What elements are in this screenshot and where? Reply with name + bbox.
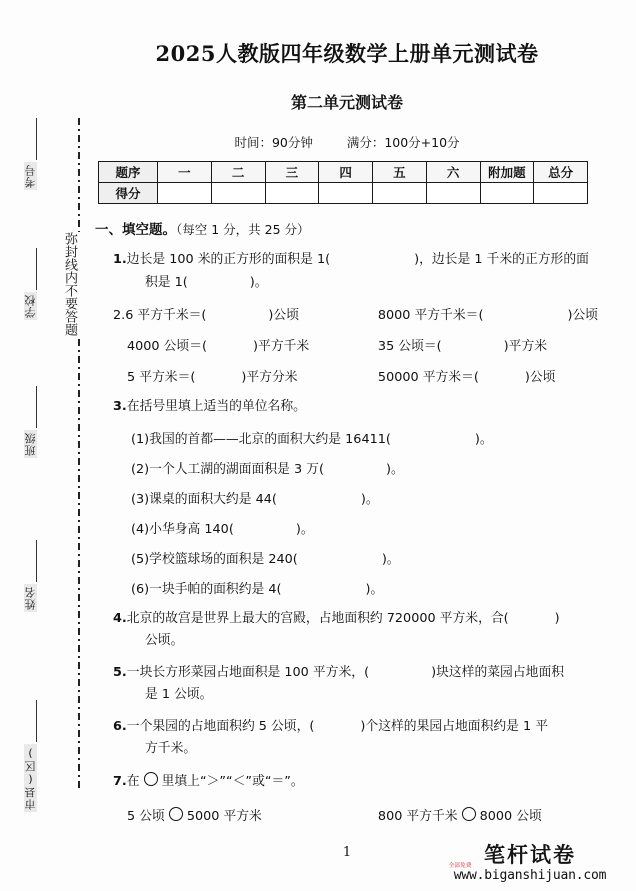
question-5-text-b: )块这样的菜园占地面积 — [431, 664, 565, 680]
section-1-points: （每空 1 分，共 25 分） — [176, 222, 310, 237]
question-2-right-2 — [378, 335, 615, 354]
question-3-item-1 — [131, 428, 615, 447]
seal-label-city-district: 市县(区) — [24, 746, 37, 810]
score-table — [98, 161, 588, 204]
question-6 — [113, 718, 615, 759]
question-2-row-2 — [113, 335, 615, 354]
time-label: 时间：90分钟 — [234, 135, 313, 150]
score-table-col-2: 二 — [211, 162, 265, 183]
question-7-compare-1 — [113, 805, 378, 824]
question-7-stem-a: 在 — [126, 773, 140, 789]
score-cell-1[interactable] — [158, 183, 212, 204]
question-2-row-3 — [113, 366, 615, 385]
question-2-left-2 — [113, 335, 378, 354]
question-3-item-5-text: 学校篮球场的面积是 240( — [149, 551, 298, 567]
question-1-line2-end: )。 — [249, 274, 268, 290]
score-table-col-3: 三 — [265, 162, 319, 183]
question-1-text-b: )，边长是 1 千米的正方形的面 — [414, 252, 589, 267]
question-2-right-text-3: 50000 平方米＝( — [377, 370, 479, 386]
question-2-number: 2. — [113, 308, 126, 324]
question-2-left-unit-3: )平方分米 — [241, 370, 298, 386]
question-3-item-4-label: (4) — [131, 521, 150, 537]
question-7 — [113, 772, 615, 792]
question-2-row-1 — [113, 304, 615, 323]
question-1 — [113, 251, 615, 292]
page-subtitle: 第二单元测试卷 — [290, 93, 403, 112]
question-4-line-1: 北京的故宫是世界上最大的宫殿，占地面积约 720000 平方米，合( — [126, 610, 509, 626]
question-3-item-3-label: (3) — [131, 491, 150, 507]
question-3-item-5-label: (5) — [131, 551, 150, 567]
question-1-number: 1. — [113, 252, 127, 267]
question-2-right-unit-3: )公顷 — [524, 370, 556, 386]
table-row — [99, 183, 588, 204]
question-3-item-4 — [131, 518, 615, 537]
question-3-item-2-text: 一个人工湖的湖面面积是 3 万( — [149, 461, 324, 477]
question-6-text-a: 一个果园的占地面积约 5 公顷，( — [126, 718, 315, 734]
question-6-number: 6. — [113, 718, 127, 734]
question-2-left-3 — [113, 366, 378, 385]
question-7-compare-2-right: 8000 公顷 — [479, 809, 542, 825]
watermark-stamp: 全部免费 — [448, 862, 472, 869]
question-2-left-1 — [113, 304, 378, 323]
question-2-right-unit-2: )平方米 — [503, 339, 548, 355]
exam-meta — [79, 133, 615, 151]
question-2-right-text-2: 35 公顷＝( — [377, 339, 442, 355]
question-3-item-6-label: (6) — [131, 581, 150, 597]
content-column — [95, 0, 615, 891]
question-2-right-unit-1: )公顷 — [567, 308, 599, 324]
circle-icon[interactable] — [144, 772, 158, 786]
question-2-right-3 — [378, 366, 615, 385]
section-1-title: 一、填空题。 — [95, 222, 176, 238]
question-3-item-1-label: (1) — [131, 431, 150, 447]
seal-label-class: 班级 — [24, 432, 37, 456]
question-7-stem-b: 里填上“＞”“＜”或“＝”。 — [161, 773, 304, 789]
question-3-item-2-end: )。 — [385, 461, 404, 477]
question-6-text-b: )个这样的果园占地面积约是 1 平 — [360, 718, 549, 734]
question-3-item-6-end: )。 — [365, 581, 384, 597]
question-3-number: 3. — [113, 399, 127, 415]
total-score-label: 满分：100分+10分 — [346, 135, 460, 150]
score-table-row-header-2: 得分 — [99, 183, 158, 204]
question-1-text-a: 边长是 100 米的正方形的面积是 1( — [126, 252, 331, 267]
score-cell-bonus[interactable] — [480, 183, 534, 204]
score-cell-3[interactable] — [265, 183, 319, 204]
page-number: 1 — [342, 845, 352, 860]
seal-rule-2 — [36, 248, 37, 290]
score-cell-4[interactable] — [319, 183, 373, 204]
question-3-item-5 — [131, 548, 615, 567]
question-7-compare-2-left: 800 平方千米 — [377, 809, 458, 825]
page-title: 2025人教版四年级数学上册单元测试卷 — [155, 41, 539, 66]
question-3-item-6 — [131, 578, 615, 597]
question-7-number: 7. — [113, 773, 127, 789]
question-1-line2-text: 积是 1( — [145, 274, 188, 290]
question-7-compare-1-right: 5000 平方米 — [186, 809, 262, 825]
question-2-left-text-3: 5 平方米＝( — [127, 370, 196, 386]
score-table-col-4: 四 — [319, 162, 373, 183]
question-4 — [113, 610, 615, 651]
score-cell-total[interactable] — [534, 183, 588, 204]
watermark-brand: 笔杆试卷 — [484, 842, 576, 867]
question-7-compare-2 — [378, 805, 615, 824]
question-4-number: 4. — [113, 610, 127, 626]
watermark-url: www.biganshijuan.com — [453, 868, 607, 883]
question-3-item-6-text: 一块手帕的面积约是 4( — [149, 581, 282, 597]
score-table-col-total: 总分 — [534, 162, 588, 183]
question-2-right-1 — [378, 304, 615, 323]
question-4-paren-close: ) — [554, 610, 560, 626]
question-3-item-2-label: (2) — [131, 461, 150, 477]
score-cell-2[interactable] — [211, 183, 265, 204]
question-3-item-1-end: )。 — [474, 431, 493, 447]
question-5-line-2: 是 1 公顷。 — [145, 687, 213, 703]
circle-icon[interactable] — [462, 807, 476, 821]
question-5-number: 5. — [113, 664, 127, 680]
question-2-left-text-2: 4000 公顷＝( — [127, 339, 208, 355]
score-table-col-bonus: 附加题 — [480, 162, 534, 183]
question-7-compare-row — [113, 805, 615, 824]
question-3-item-4-end: )。 — [295, 521, 314, 537]
question-3 — [113, 398, 615, 417]
question-5 — [113, 664, 615, 705]
question-2-left-text-1: 6 平方千米＝( — [125, 308, 207, 324]
seal-label-school: 学校 — [24, 294, 37, 318]
score-cell-6[interactable] — [426, 183, 480, 204]
score-table-col-1: 一 — [158, 162, 212, 183]
score-table-col-6: 六 — [426, 162, 480, 183]
question-2-right-text-1: 8000 平方千米＝( — [377, 308, 484, 324]
question-3-item-3 — [131, 488, 615, 507]
seal-label-exam-number: 考号 — [24, 164, 37, 188]
section-1-heading — [95, 218, 615, 238]
question-4-line-2: 公顷。 — [145, 633, 184, 649]
seal-warning-text: 弥封线内不要答题 — [70, 232, 88, 336]
question-3-item-5-end: )。 — [381, 551, 400, 567]
seal-dashed-line — [78, 118, 80, 791]
seal-rule-5 — [36, 700, 37, 742]
question-3-item-4-text: 小华身高 140( — [149, 521, 234, 537]
seal-rule-1 — [36, 118, 37, 160]
question-3-item-3-text: 课桌的面积大约是 44( — [149, 491, 277, 507]
question-2-left-unit-2: )平方千米 — [253, 339, 310, 355]
seal-label-name: 姓名 — [24, 586, 37, 610]
score-table-row-header-1: 题序 — [99, 162, 158, 183]
question-5-text-a: 一块长方形菜园占地面积是 100 平方米，( — [126, 664, 370, 680]
score-table-col-5: 五 — [373, 162, 427, 183]
seal-rule-4 — [36, 540, 37, 582]
question-3-item-3-end: )。 — [360, 491, 379, 507]
watermark — [440, 844, 620, 883]
seal-rule-3 — [36, 386, 37, 428]
question-6-line-2: 方千米。 — [145, 741, 197, 757]
question-1-line-2 — [145, 274, 615, 293]
question-7-compare-1-left: 5 公顷 — [127, 809, 165, 825]
circle-icon[interactable] — [169, 807, 183, 821]
question-3-stem: 在括号里填上适当的单位名称。 — [126, 399, 306, 415]
question-3-item-2 — [131, 458, 615, 477]
table-row — [99, 162, 588, 183]
question-3-item-1-text: 我国的首都——北京的面积大约是 16411( — [149, 431, 391, 447]
score-cell-5[interactable] — [373, 183, 427, 204]
question-2-left-unit-1: )公顷 — [268, 308, 299, 324]
